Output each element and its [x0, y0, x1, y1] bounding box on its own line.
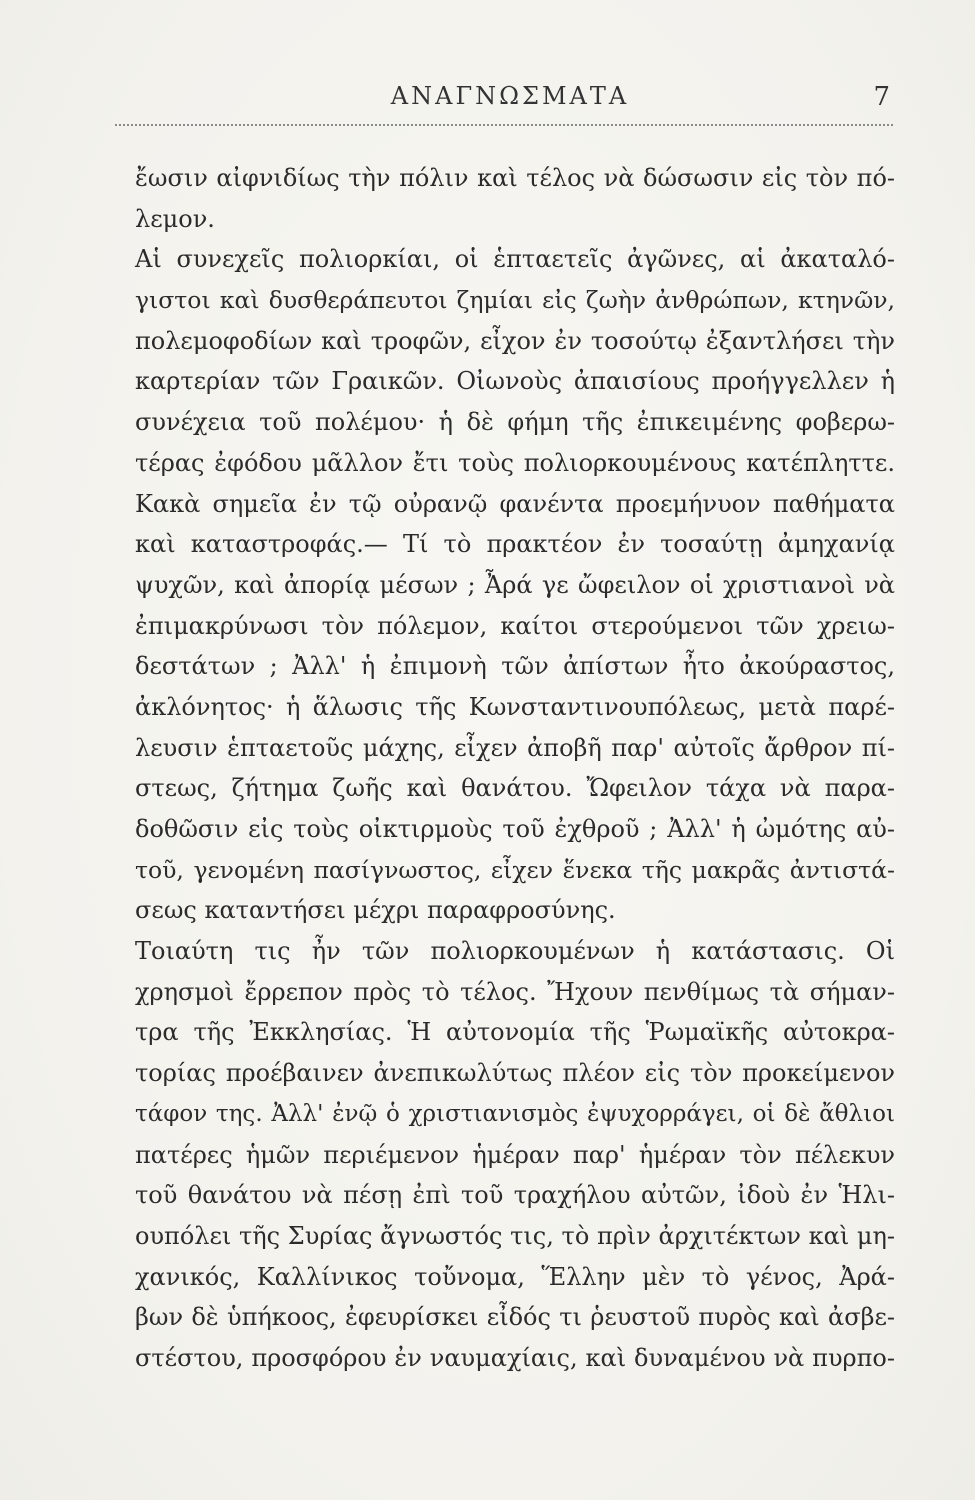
- text-line: ουπόλει τῆς Συρίας ἄγνωστός τις, τὸ πρὶν ἀρχιτέκτων καὶ μη-: [135, 1221, 895, 1250]
- text-line: λευσιν ἑπταετοῦς μάχης, εἶχεν ἀποβῆ παρ' αὐτοῖς ἄρθρον πί-: [135, 733, 895, 762]
- page-number: 7: [873, 82, 890, 112]
- text-line: σεως καταντήσει μέχρι παραφροσύνης.: [135, 896, 616, 925]
- text-line: καρτερίαν τῶν Γραικῶν. Οἰωνοὺς ἀπαισίους προήγγελλεν ἡ: [135, 367, 895, 396]
- text-line: βων δὲ ὑπήκοος, ἐφευρίσκει εἶδός τι ῥευστοῦ πυρὸς καὶ ἀσβε-: [135, 1303, 895, 1332]
- text-line: ἐπιμακρύνωσι τὸν πόλεμον, καίτοι στερούμενοι τῶν χρειω-: [135, 611, 895, 640]
- text-line: στεως, ζήτημα ζωῆς καὶ θανάτου. Ὤφειλον τάχα νὰ παρα-: [135, 774, 895, 803]
- text-line: Αἱ συνεχεῖς πολιορκίαι, οἱ ἑπταετεῖς ἀγῶνες, αἱ ἀκαταλό-: [135, 245, 895, 274]
- text-line: στέστου, προσφόρου ἐν ναυμαχίαις, καὶ δυναμένου νὰ πυρπο-: [135, 1343, 895, 1372]
- running-head: [130, 82, 890, 118]
- text-line: λεμον.: [135, 204, 215, 233]
- text-line: γιστοι καὶ δυσθεράπευτοι ζημίαι εἰς ζωὴν ἀνθρώπων, κτηνῶν,: [135, 286, 895, 315]
- text-line: χρησμοὶ ἔρρεπον πρὸς τὸ τέλος. Ἤχουν πενθίμως τὰ σήμαν-: [135, 977, 895, 1006]
- text-line: τρα τῆς Ἐκκλησίας. Ἡ αὐτονομία τῆς Ῥωμαϊκῆς αὐτοκρα-: [135, 1018, 895, 1047]
- text-line: πολεμοφοδίων καὶ τροφῶν, εἶχον ἐν τοσούτῳ ἐξαντλήσει τὴν: [135, 326, 895, 355]
- text-line: συνέχεια τοῦ πολέμου· ἡ δὲ φήμη τῆς ἐπικειμένης φοβερω-: [135, 408, 895, 437]
- text-line: τοῦ θανάτου νὰ πέσῃ ἐπὶ τοῦ τραχήλου αὐτῶν, ἰδοὺ ἐν Ἡλι-: [135, 1181, 895, 1210]
- text-line: ἔωσιν αἰφνιδίως τὴν πόλιν καὶ τέλος νὰ δώσωσιν εἰς τὸν πό-: [135, 164, 895, 192]
- text-line: πατέρες ἡμῶν περιέμενον ἡμέραν παρ' ἡμέραν τὸν πέλεκυν: [135, 1140, 895, 1169]
- text-line: ψυχῶν, καὶ ἀπορίᾳ μέσων ; Ἆρά γε ὤφειλον οἱ χριστιανοὶ νὰ: [135, 570, 895, 599]
- text-line: δεστάτων ; Ἀλλ' ἡ ἐπιμονὴ τῶν ἀπίστων ἦτο ἀκούραστος,: [135, 652, 895, 681]
- running-title: ΑΝΑΓΝΩΣΜΑΤΑ: [390, 82, 630, 110]
- text-line: τέρας ἐφόδου μᾶλλον ἔτι τοὺς πολιορκουμένους κατέπληττε.: [135, 448, 895, 477]
- text-line: Κακὰ σημεῖα ἐν τῷ οὐρανῷ φανέντα προεμήνυον παθήματα: [135, 489, 895, 518]
- text-line: τορίας προέβαινεν ἀνεπικωλύτως πλέον εἰς τὸν προκείμενον: [135, 1059, 895, 1088]
- text-line: τάφον της. Ἀλλ' ἐνῷ ὁ χριστιανισμὸς ἐψυχορράγει, οἱ δὲ ἄθλιοι: [135, 1100, 895, 1127]
- text-line: χανικός, Καλλίνικος τοὔνομα, Ἕλλην μὲν τὸ γένος, Ἀρά-: [135, 1262, 895, 1291]
- text-line: τοῦ, γενομένη πασίγνωστος, εἶχεν ἕνεκα τῆς μακρᾶς ἀντιστά-: [135, 855, 895, 884]
- text-line: Τοιαύτη τις ἦν τῶν πολιορκουμένων ἡ κατάστασις. Οἱ: [135, 937, 895, 966]
- body-text: [135, 158, 895, 1379]
- header-rule: [115, 124, 893, 126]
- text-line: καὶ καταστροφάς.— Τί τὸ πρακτέον ἐν τοσαύτῃ ἀμηχανίᾳ: [135, 530, 895, 559]
- text-line: ἀκλόνητος· ἡ ἅλωσις τῆς Κωνσταντινουπόλεως, μετὰ παρέ-: [135, 692, 895, 721]
- text-line: δοθῶσιν εἰς τοὺς οἰκτιρμοὺς τοῦ ἐχθροῦ ; Ἀλλ' ἡ ὠμότης αὐ-: [135, 815, 895, 843]
